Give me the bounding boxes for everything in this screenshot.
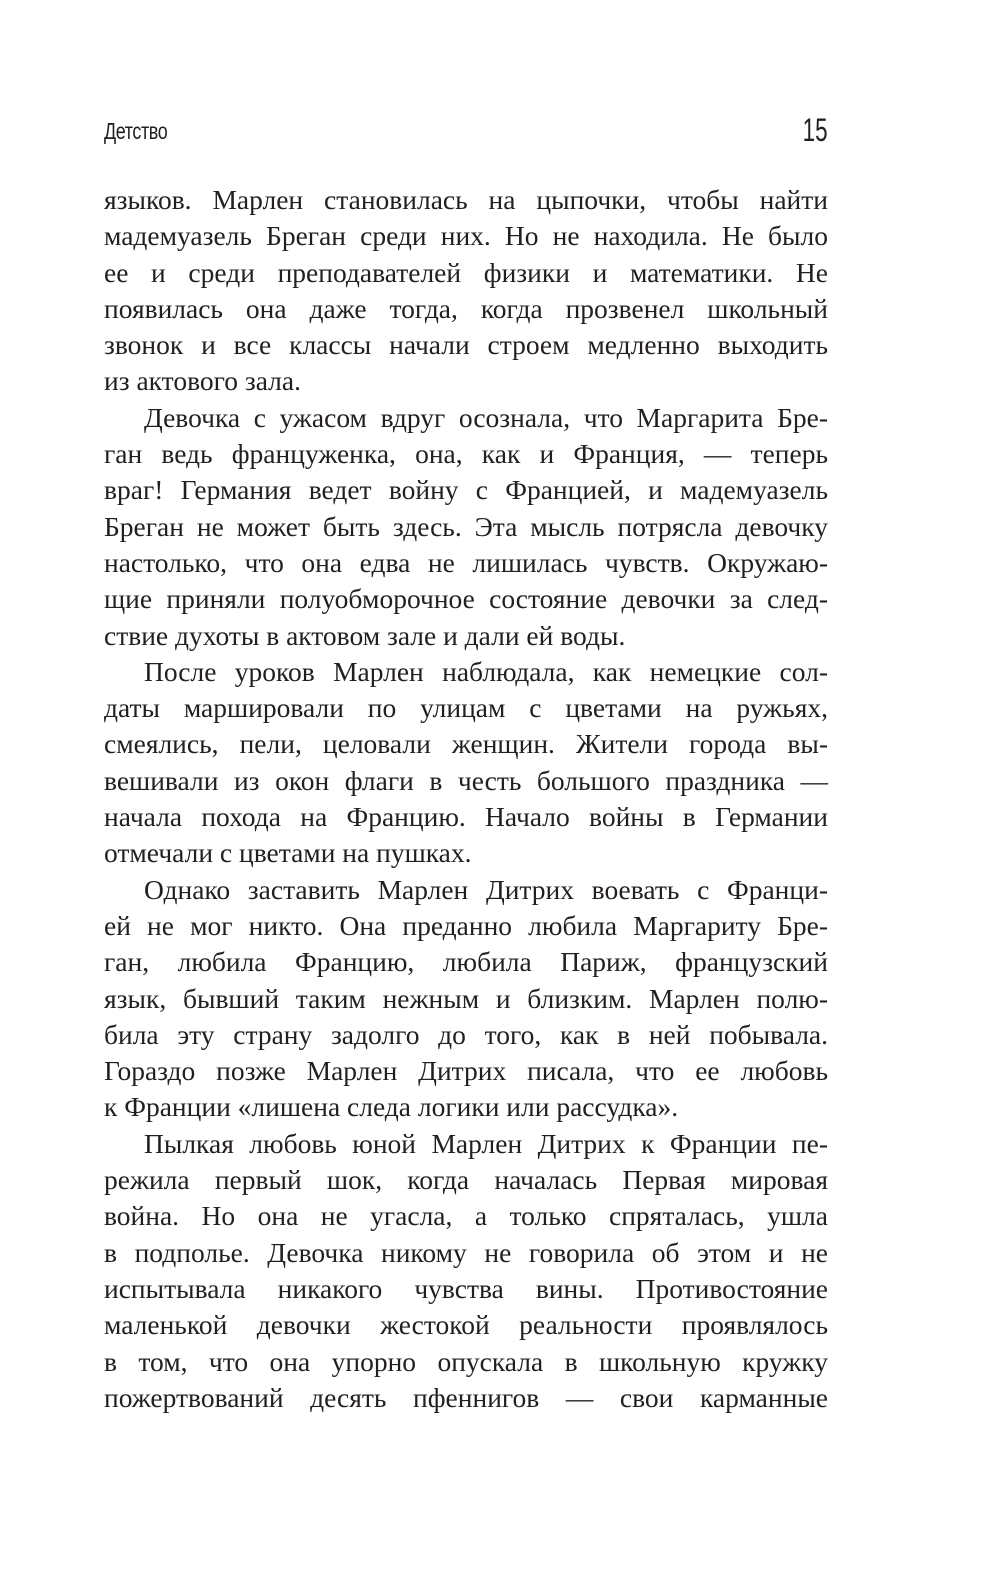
paragraph [104,1126,828,1416]
paragraph [104,654,828,872]
text-line: Однако заставить Марлен Дитрих воевать с Франци- [144,873,828,905]
text-line: ган ведь француженка, она, как и Франция, — теперь [104,438,828,470]
text-line: пожертвований десять пфеннигов — свои карманные [104,1381,828,1413]
text-line: ее и среди преподавателей физики и математики. Не [104,256,828,288]
body-text [104,182,828,1416]
text-line: испытывала никакого чувства вины. Противостояние [104,1272,828,1304]
text-line: в подполье. Девочка никому не говорила об этом и не [104,1236,828,1268]
paragraph [104,400,828,654]
text-line: настолько, что она едва не лишилась чувств. Окружаю- [104,546,828,578]
text-line: маленькой девочки жестокой реальности проявлялось [104,1309,828,1341]
text-line: к Франции «лишена следа логики или рассудка». [104,1091,679,1123]
text-line: режила первый шок, когда началась Первая мировая [104,1164,828,1196]
text-line: начала похода на Францию. Начало войны в Германии [104,801,828,833]
text-line: Гораздо позже Марлен Дитрих писала, что ее любовь [104,1055,828,1087]
text-line: языков. Марлен становилась на цыпочки, чтобы найти [104,184,828,215]
text-line: ган, любила Францию, любила Париж, французский [104,946,828,978]
text-line: враг! Германия ведет войну с Францией, и мадемуазель [104,474,828,506]
paragraph [104,872,828,1126]
text-line: ствие духоты в актовом зале и дали ей воды. [104,619,626,651]
text-line: звонок и все классы начали строем медленно выходить [104,329,828,361]
text-line: Девочка с ужасом вдруг осознала, что Маргарита Бре- [144,401,828,433]
text-line: отмечали с цветами на пушках. [104,837,472,869]
text-line: в том, что она упорно опускала в школьную кружку [104,1345,828,1377]
text-line: война. Но она не угасла, а только спряталась, ушла [104,1200,828,1232]
text-line: Пылкая любовь юной Марлен Дитрих к Франции пе- [144,1127,828,1159]
text-line: вешивали из окон флаги в честь большого праздника — [104,764,828,796]
text-line: ей не мог никто. Она преданно любила Маргариту Бре- [104,909,828,941]
text-line: из актового зала. [104,365,301,397]
running-title: Детство [104,118,168,144]
running-head [104,112,828,152]
text-line: даты маршировали по улицам с цветами на ружьях, [104,692,828,724]
text-line: смеялись, пели, целовали женщин. Жители города вы- [104,728,828,760]
text-line: После уроков Марлен наблюдала, как немецкие сол- [144,655,828,687]
text-line: мадемуазель Бреган среди них. Но не находила. Не было [104,220,828,252]
text-line: язык, бывший таким нежным и близким. Марлен полю- [104,982,828,1014]
text-line: появилась она даже тогда, когда прозвенел школьный [104,292,828,324]
text-line: Бреган не может быть здесь. Эта мысль потрясла девочку [104,510,828,542]
paragraph [104,182,828,400]
text-line: била эту страну задолго до того, как в ней побывала. [104,1018,828,1050]
page-number: 15 [803,112,828,148]
text-line: щие приняли полуобморочное состояние девочки за след- [104,583,828,615]
